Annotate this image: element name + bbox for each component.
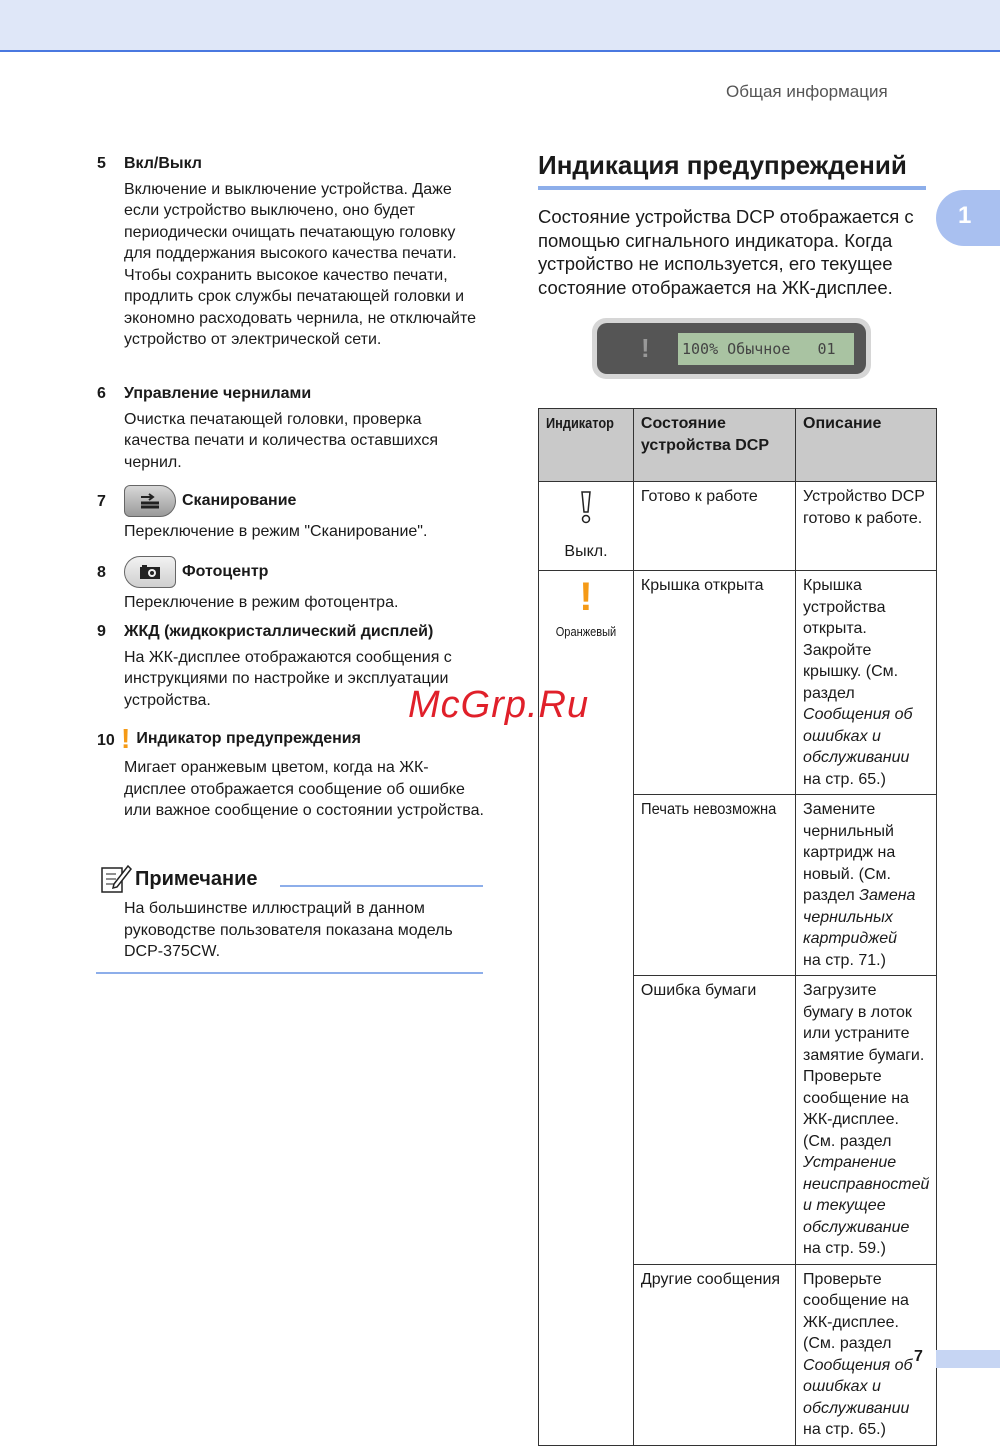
item-title-row bbox=[121, 723, 487, 754]
description-cell: Проверьте сообщение на ЖК-дисплее. (См. раздел Сообщения об ошибках и обслуживании на стр. 65.) bbox=[796, 1264, 937, 1445]
description-cell: Крышка устройства открыта. Закройте крышку. (См. раздел Сообщения об ошибках и обслуживании на стр. 65.) bbox=[796, 571, 937, 795]
item-number: 6 bbox=[97, 385, 106, 402]
warning-icon: ! bbox=[121, 723, 131, 754]
indicator-orange-icon: ! bbox=[579, 575, 593, 619]
item-text: Очистка печатающей головки, проверка качества печати и количества оставшихся чернил. bbox=[124, 410, 439, 471]
item-text: Включение и выключение устройства. Даже если устройство выключено, оно будет периодически очищать печатающую головку для поддержания высокого качества печати. Чтобы сохранить высокое качество печати, продлить срок службы печатающей головки и экономно расходовать чернила, не отключайте устройство от электрической сети. bbox=[124, 180, 476, 348]
header-state: Состояние устройства DCP bbox=[633, 409, 795, 482]
note-divider bbox=[280, 885, 483, 887]
watermark: McGrp.Ru bbox=[408, 684, 590, 726]
indicator-off-icon bbox=[579, 490, 593, 524]
note-title: Примечание bbox=[135, 868, 258, 890]
note-text: На большинстве иллюстраций в данном руководстве пользователя показана модель DCP-375CW. bbox=[124, 900, 453, 960]
item-title: Индикатор предупреждения bbox=[136, 730, 361, 748]
lcd-warning-icon: ! bbox=[641, 333, 650, 363]
state-cell: Крышка открыта bbox=[633, 571, 795, 795]
item-power bbox=[97, 153, 487, 351]
item-title: ЖКД (жидкокристаллический дисплей) bbox=[124, 623, 434, 640]
header-description: Описание bbox=[796, 409, 937, 482]
state-cell: Другие сообщения bbox=[633, 1264, 795, 1445]
description-cell: Замените чернильный картридж на новый. (См. раздел Замена чернильных картриджей на стр. 71.) bbox=[796, 795, 937, 976]
page-tab-bar bbox=[936, 1350, 1000, 1368]
item-photo bbox=[97, 556, 487, 614]
description-cell: Устройство DCP готово к работе. bbox=[796, 482, 937, 571]
item-text: Мигает оранжевым цветом, когда на ЖК-дисплее отображается сообщение об ошибке или важное сообщение о состоянии устройства. bbox=[124, 759, 484, 819]
item-title-row bbox=[124, 485, 487, 517]
chapter-tab: 1 bbox=[936, 190, 1000, 246]
item-number: 7 bbox=[97, 493, 106, 510]
table-header-row bbox=[539, 409, 937, 482]
item-scan bbox=[97, 485, 487, 543]
note-bottom-divider bbox=[96, 972, 483, 974]
state-cell: Печать невозможна bbox=[633, 795, 795, 976]
top-band bbox=[0, 0, 1000, 52]
state-cell: Готово к работе bbox=[633, 482, 795, 571]
camera-button-icon bbox=[124, 556, 176, 588]
lcd-illustration bbox=[592, 318, 871, 379]
item-text: На ЖК-дисплее отображаются сообщения с инструкциями по настройке и эксплуатации устройства. bbox=[124, 648, 452, 709]
item-warning bbox=[97, 723, 487, 822]
item-number: 8 bbox=[97, 564, 106, 581]
item-text: Переключение в режим фотоцентра. bbox=[124, 594, 399, 611]
intro-text: Состояние устройства DCP отображается с помощью сигнального индикатора. Когда устройство не используется, его текущее состояние отображается на ЖК-дисплее. bbox=[538, 206, 914, 298]
scan-button-icon bbox=[124, 485, 176, 517]
item-number: 9 bbox=[97, 623, 106, 640]
indicator-off-cell bbox=[539, 482, 634, 571]
running-title: Общая информация bbox=[726, 82, 888, 101]
section-heading: Индикация предупреждений bbox=[538, 150, 907, 180]
item-title: Сканирование bbox=[182, 492, 297, 510]
state-cell: Ошибка бумаги bbox=[633, 976, 795, 1265]
item-number: 10 bbox=[97, 732, 115, 749]
header-indicator: Индикатор bbox=[539, 409, 634, 482]
off-label: Выкл. bbox=[564, 542, 608, 560]
table-row bbox=[539, 571, 937, 795]
lcd-screen-text: 100% Обычное 01 bbox=[678, 333, 854, 365]
page-number: 7 bbox=[914, 1348, 923, 1365]
item-number: 5 bbox=[97, 155, 106, 172]
item-text: Переключение в режим "Сканирование". bbox=[124, 523, 428, 540]
warning-table bbox=[538, 408, 937, 1446]
note-pencil-icon bbox=[100, 862, 132, 899]
item-title: Вкл/Выкл bbox=[124, 155, 202, 172]
heading-underline bbox=[538, 186, 926, 190]
table-row bbox=[539, 482, 937, 571]
item-title: Управление чернилами bbox=[124, 385, 312, 402]
orange-label: Оранжевый bbox=[555, 623, 617, 639]
description-cell: Загрузите бумагу в лоток или устраните замятие бумаги. Проверьте сообщение на ЖК-дисплее. (См. раздел Устранение неисправностей и текущее обслуживание на стр. 59.) bbox=[796, 976, 937, 1265]
item-title: Фотоцентр bbox=[182, 563, 269, 581]
item-title-row bbox=[124, 556, 487, 588]
item-ink bbox=[97, 383, 487, 473]
